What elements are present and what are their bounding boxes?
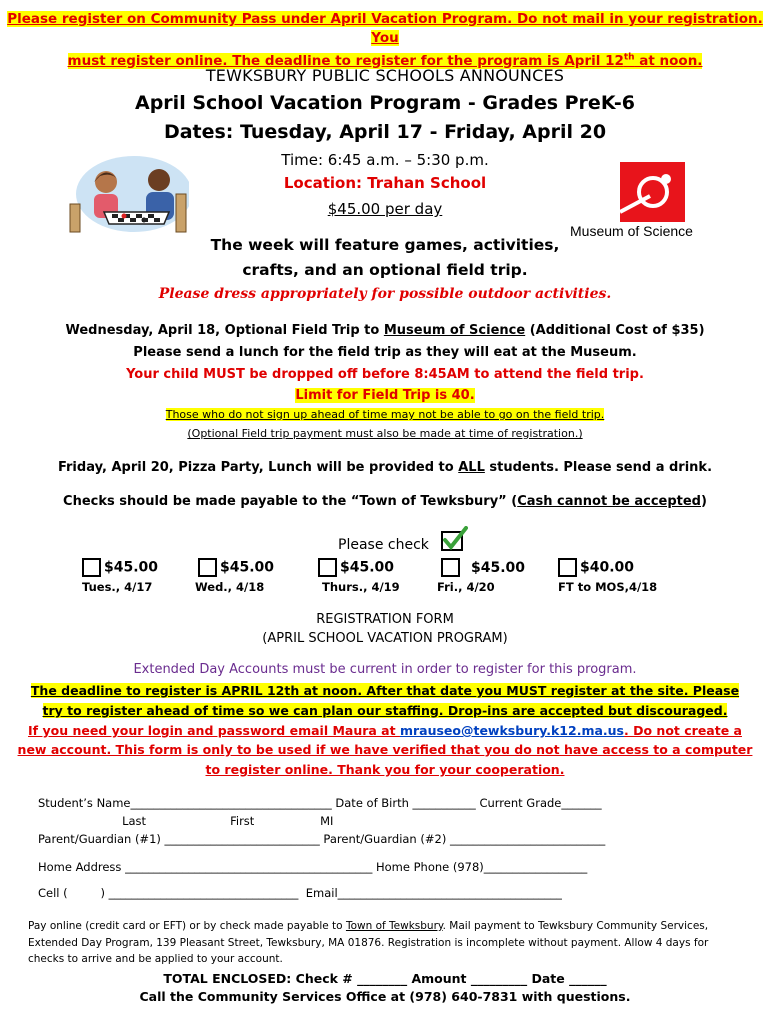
checkbox-fri[interactable] [441,558,460,577]
deadline-line-2: try to register ahead of time so we can plan our staffing. Drop-ins are accepted but discouraged. [42,703,728,718]
deadline-line-1: The deadline to register is APRIL 12th at noon. After that date you MUST register at the site. Please [30,683,740,698]
museum-of-science-logo [620,162,685,222]
extended-day-note: Extended Day Accounts must be current in order to register for this program. [133,662,637,677]
field-trip-limit: Limit for Field Trip is 40. [295,388,475,403]
option-tues[interactable]: $45.00 [82,558,158,577]
friday-pizza-line: Friday, April 20, Pizza Party, Lunch will be provided to ALL students. Please send a drink. [57,460,713,475]
option-wed-label: Wed., 4/18 [195,580,265,594]
option-fri-label: Fri., 4/20 [437,580,495,594]
form-heading: REGISTRATION FORM [316,612,454,627]
checkbox-thurs[interactable] [318,558,337,577]
parent-guardian-fields[interactable]: Parent/Guardian (#1) ___________________________ Parent/Guardian (#2) ___________________________ [38,832,606,846]
field-trip-line-3: Your child MUST be dropped off before 8:45AM to attend the field trip. [126,367,644,382]
field-trip-payment-note: (Optional Field trip payment must also be made at time of registration.) [187,427,583,440]
please-check-label: Please check [338,537,429,553]
checkmark-icon [440,526,468,552]
program-location: Location: Trahan School [283,174,487,192]
option-thurs-label: Thurs., 4/19 [322,580,400,594]
checks-payable-line: Checks should be made payable to the “Town of Tewksbury” (Cash cannot be accepted) [63,494,707,509]
checkbox-wed[interactable] [198,558,217,577]
option-wed[interactable]: $45.00 [198,558,274,577]
call-office-line: Call the Community Services Office at (978) 640-7831 with questions. [139,989,631,1004]
checkbox-tues[interactable] [82,558,101,577]
notice-line-2: must register online. The deadline to register for the program is April 12th at noon. [67,52,703,69]
option-thurs[interactable]: $45.00 [318,558,394,577]
option-field-trip-label: FT to MOS,4/18 [558,580,658,594]
total-enclosed-line[interactable]: TOTAL ENCLOSED: Check # ________ Amount _________ Date ______ [163,971,607,986]
registration-notice [0,10,770,71]
field-trip-line-2: Please send a lunch for the field trip as they will eat at the Museum. [133,345,637,360]
program-price: $45.00 per day [327,200,443,218]
login-line-3: to register online. Thank you for your cooperation. [205,762,565,777]
option-tues-label: Tues., 4/17 [82,580,153,594]
program-title: April School Vacation Program - Grades PreK-6 [135,92,635,114]
form-subheading: (APRIL SCHOOL VACATION PROGRAM) [262,631,508,646]
feature-line-2: crafts, and an optional field trip. [242,261,528,279]
student-name-field[interactable]: Student’s Name___________________________________ Date of Birth ___________ Current Grade_______ [38,796,602,810]
checkbox-field-trip[interactable] [558,558,577,577]
dress-notice: Please dress appropriately for possible outdoor activities. [158,286,612,302]
login-line-1: If you need your login and password email Maura at mrauseo@tewksbury.k12.ma.us. Do not create a [28,723,742,738]
program-dates: Dates: Tuesday, April 17 - Friday, April 20 [163,121,607,143]
payment-info: Pay online (credit card or EFT) or by check made payable to Town of Tewksbury. Mail payment to Tewksbury Community Services, Extended Day Program, 139 Pleasant Street, Tewksbury, MA 01876. Registration is incomplete without payment. Allow 4 days for checks to arrive and be applied to your account. [28,920,709,965]
field-trip-line-1: Wednesday, April 18, Optional Field Trip to Museum of Science (Additional Cost of $35) [65,323,705,338]
field-trip-signup-note: Those who do not sign up ahead of time may not be able to go on the field trip. [165,408,605,421]
maura-email-link[interactable]: mrauseo@tewksbury.k12.ma.us [399,723,625,738]
museum-of-science-label: Museum of Science [570,223,693,239]
cell-email-fields[interactable]: Cell ( ) _________________________________ Email_______________________________________ [38,886,562,900]
option-fri[interactable]: $45.00 [441,558,525,577]
announce-heading: TEWKSBURY PUBLIC SCHOOLS ANNOUNCES [205,66,565,85]
login-line-2: new account. This form is only to be used if we have verified that you do not have access to a computer [17,742,753,757]
name-parts-labels: Last First MI [38,814,334,828]
address-phone-fields[interactable]: Home Address ___________________________________________ Home Phone (978)__________________ [38,860,588,874]
children-checkers-clipart [64,154,189,234]
notice-line-1: Please register on Community Pass under April Vacation Program. Do not mail in your registration. You [7,11,763,46]
feature-line-1: The week will feature games, activities, [210,236,560,254]
option-field-trip[interactable]: $40.00 [558,558,634,577]
program-time: Time: 6:45 a.m. – 5:30 p.m. [281,151,489,169]
